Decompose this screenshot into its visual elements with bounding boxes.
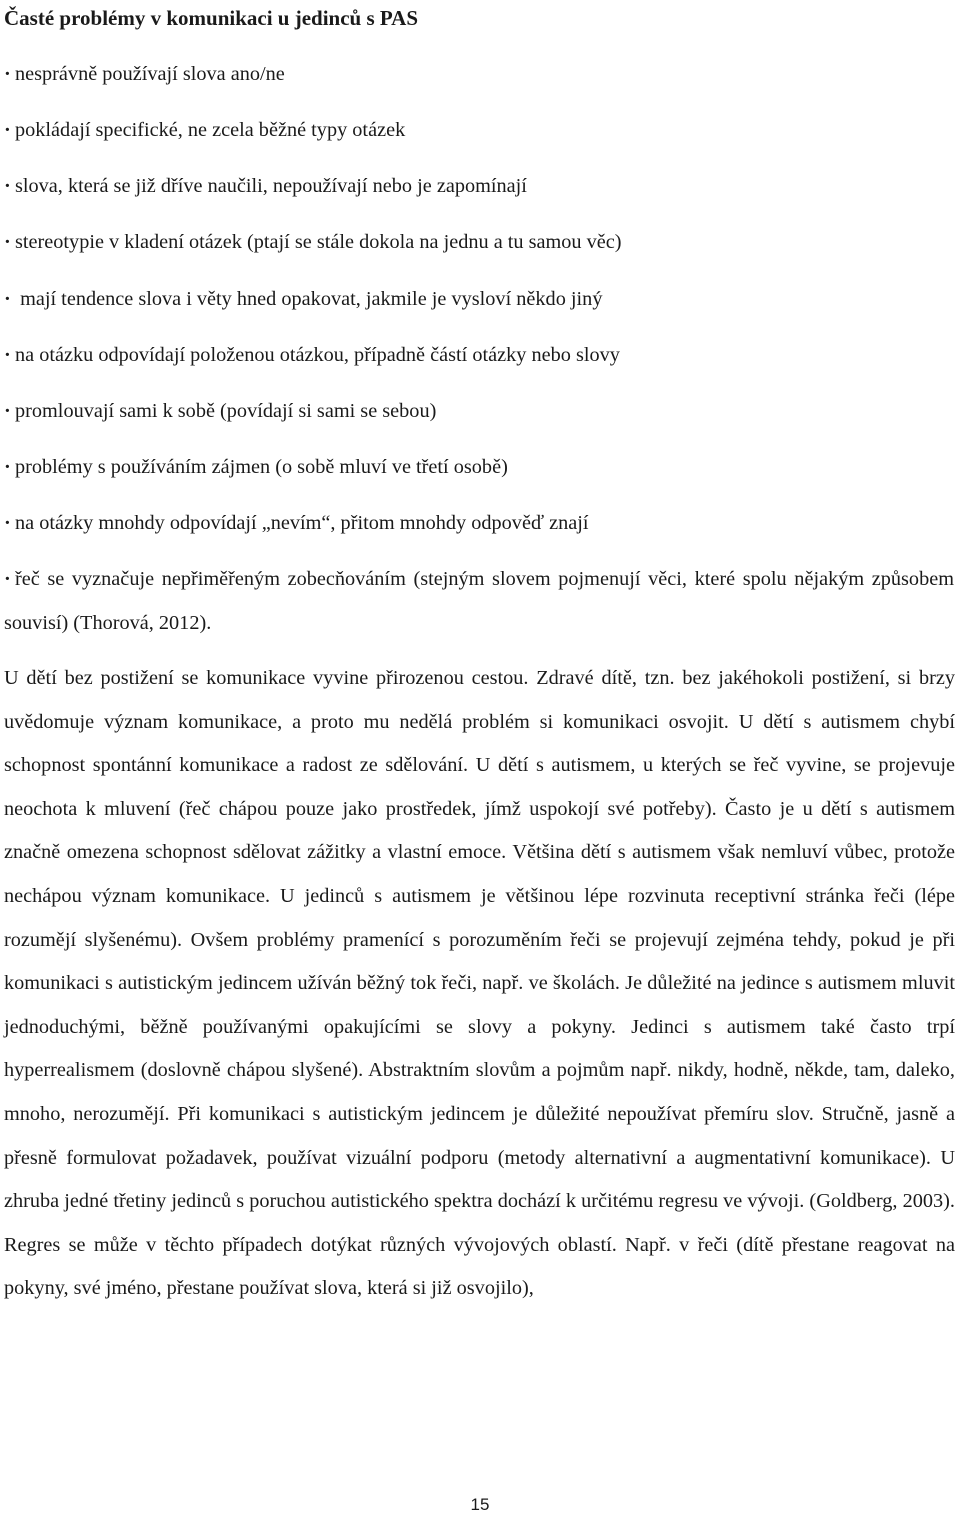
body-paragraph: U dětí bez postižení se komunikace vyvine přirozenou cestou. Zdravé dítě, tzn. bez jakéhokoli postižení, si brzy uvědomuje význam komunikace, a proto mu nedělá problém si komunikaci osvojit. U dětí s autismem chybí schopnost spontánní komunikace a radost ze sdělování. U dětí s autismem, u kterých se řeč vyvine, se projevuje neochota k mluvení (řeč chápou pouze jako prostředek, jímž uspokojí své potřeby). Často je u dětí s autismem značně omezena schopnost sdělovat zážitky a vlastní emoce. Většina dětí s autismem však nemluví vůbec, protože nechápou význam komunikace. U jedinců s autismem je většinou lépe rozvinuta receptivní stránka řeči (lépe rozumějí slyšenému). Ovšem problémy pramenící s porozuměním řeči se projevují zejména tehdy, pokud je při komunikaci s autistickým jedincem užíván běžný tok řeči, např. ve školách. Je důležité na jedince s autismem mluvit jednoduchými, běžně používanými opakujícími se slovy a pokyny. Jedinci s autismem také často trpí hyperrealismem (doslovně chápou slyšené). Abstraktním slovům a pojmům např. nikdy, hodně, někde, tam, daleko, mnoho, nerozumějí. Při komunikaci s autistickým jedincem je důležité nepoužívat přemíru slov. Stručně, jasně a přesně formulovat požadavek, používat vizuální podporu (metody alternativní a augmentativní komunikace). U zhruba jedné třetiny jedinců s poruchou autistického spektra dochází k určitému regresu ve vývoji. (Goldberg, 2003). Regres se může v těchto případech dotýkat různých vývojových oblastí. Např. v řeči (dítě přestane reagovat na pokyny, své jméno, přestane používat slova, která si již osvojilo), <box>4 667 955 1300</box>
bullet-icon: · <box>4 231 11 253</box>
bullet-icon: · <box>4 456 11 478</box>
bullet-icon: · <box>4 63 11 85</box>
bullet-icon: · <box>4 288 11 310</box>
list-item: · pokládají specifické, ne zcela běžné typy otázek <box>4 108 954 152</box>
bullet-icon: · <box>4 175 11 197</box>
section-heading: Časté problémy v komunikaci u jedinců s PAS <box>4 6 419 30</box>
list-item: · promlouvají sami k sobě (povídají si sami se sebou) <box>4 389 954 433</box>
bullet-icon: · <box>4 400 11 422</box>
list-item: · stereotypie v kladení otázek (ptají se stále dokola na jednu a tu samou věc) <box>4 220 954 264</box>
bullet-icon: · <box>4 344 11 366</box>
list-item: · řeč se vyznačuje nepřiměřeným zobecňováním (stejným slovem pojmenují věci, které spolu nějakým způsobem souvisí) (Thorová, 2012). <box>4 557 954 645</box>
bullet-icon: · <box>4 568 11 590</box>
page-number: 15 <box>470 1495 490 1514</box>
bullet-icon: · <box>4 512 11 534</box>
list-item: · nesprávně používají slova ano/ne <box>4 52 954 96</box>
list-item: · na otázku odpovídají položenou otázkou, případně částí otázky nebo slovy <box>4 333 954 377</box>
list-item: · mají tendence slova i věty hned opakovat, jakmile je vysloví někdo jiný <box>4 277 954 321</box>
list-item: · slova, která se již dříve naučili, nepoužívají nebo je zapomínají <box>4 164 954 208</box>
list-item: · na otázky mnohdy odpovídají „nevím“, přitom mnohdy odpověď znají <box>4 501 954 545</box>
bullet-icon: · <box>4 119 11 141</box>
list-item: · problémy s používáním zájmen (o sobě mluví ve třetí osobě) <box>4 445 954 489</box>
